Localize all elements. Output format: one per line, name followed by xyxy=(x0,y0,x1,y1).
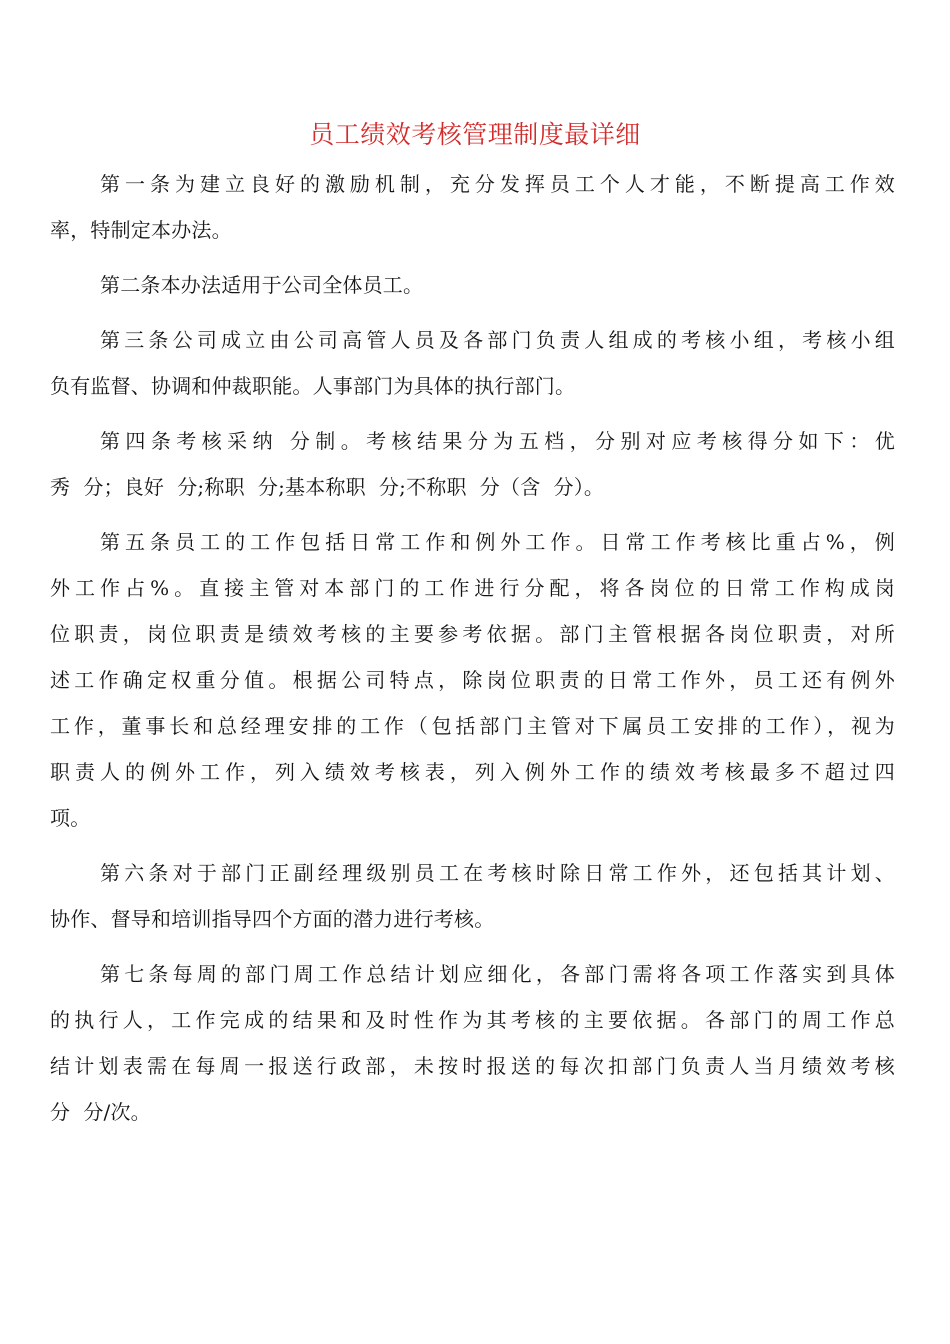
article-2 xyxy=(50,262,895,308)
article-2-line-1: 第二条本办法适用于公司全体员工。 xyxy=(100,273,424,297)
article-6-line-2: 协作、督导和培训指导四个方面的潜力进行考核。 xyxy=(50,907,495,931)
article-1-line-1: 第一条为建立良好的激励机制，充分发挥员工个人才能，不断提高工作效 xyxy=(100,172,895,196)
article-3 xyxy=(50,317,895,409)
article-1 xyxy=(50,161,895,253)
document-body xyxy=(50,161,895,1144)
article-3-line-1: 第三条公司成立由公司高管人员及各部门负责人组成的考核小组，考核小组 xyxy=(100,328,895,352)
article-7-line-1: 第七条每周的部门周工作总结计划应细化，各部门需将各项工作落实到具体 xyxy=(100,962,895,986)
document-title: 员工绩效考核管理制度最详细 xyxy=(309,120,641,149)
article-5-line-1: 第五条员工的工作包括日常工作和例外工作。日常工作考核比重占%，例 xyxy=(100,530,895,554)
article-5-line-6: 职责人的例外工作，列入绩效考核表，列入例外工作的绩效考核最多不超过四 xyxy=(50,760,895,784)
article-5-line-4: 述工作确定权重分值。根据公司特点，除岗位职责的日常工作外，员工还有例外 xyxy=(50,668,895,692)
article-4-line-1: 第四条考核采纳 分制。考核结果分为五档，分别对应考核得分如下：优 xyxy=(100,429,895,453)
article-5-line-2: 外工作占%。直接主管对本部门的工作进行分配，将各岗位的日常工作构成岗 xyxy=(50,576,895,600)
article-3-line-2: 负有监督、协调和仲裁职能。人事部门为具体的执行部门。 xyxy=(50,374,576,398)
article-5-line-3: 位职责，岗位职责是绩效考核的主要参考依据。部门主管根据各岗位职责，对所 xyxy=(50,622,895,646)
article-5-line-7: 项。 xyxy=(50,806,91,830)
article-5-line-5: 工作，董事长和总经理安排的工作（包括部门主管对下属员工安排的工作），视为 xyxy=(50,714,895,738)
article-4-line-2: 秀 分；良好 分;称职 分;基本称职 分;不称职 分（含 分）。 xyxy=(50,475,605,499)
article-7-line-2: 的执行人，工作完成的结果和及时性作为其考核的主要依据。各部门的周工作总 xyxy=(50,1008,895,1032)
article-7-line-3: 结计划表需在每周一报送行政部，未按时报送的每次扣部门负责人当月绩效考核 xyxy=(50,1054,895,1078)
article-6 xyxy=(50,850,895,942)
article-4 xyxy=(50,418,895,510)
article-7-line-4: 分 分/次。 xyxy=(50,1100,151,1124)
article-7 xyxy=(50,951,895,1135)
article-5 xyxy=(50,519,895,841)
article-1-line-2: 率，特制定本办法。 xyxy=(50,218,232,242)
article-6-line-1: 第六条对于部门正副经理级别员工在考核时除日常工作外，还包括其计划、 xyxy=(100,861,895,885)
